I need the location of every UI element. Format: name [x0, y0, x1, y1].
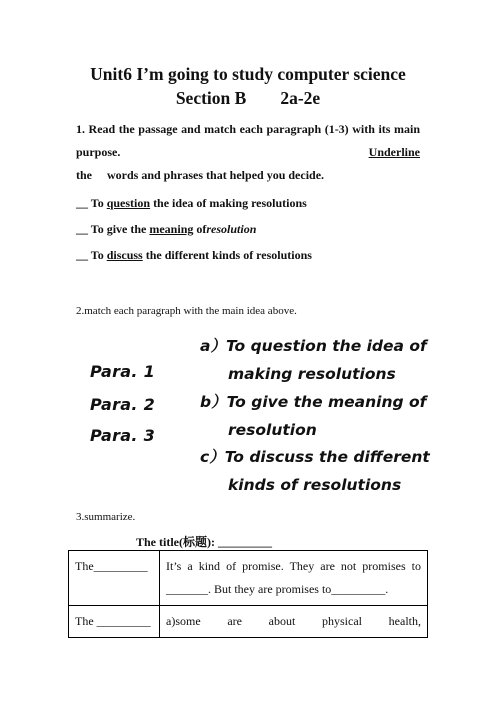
question-2-instruction: 2.match each paragraph with the main idea above. — [76, 305, 297, 317]
option-text: the idea of making resolutions — [153, 196, 307, 210]
question-3-instruction: 3.summarize. — [76, 511, 136, 523]
option-italic-word: resolution — [206, 222, 257, 236]
row-content: It’s a kind of promise. They are not promises to — [166, 559, 421, 573]
option-text: To give the — [90, 222, 147, 236]
q1-rest: the words and phrases that helped you decide. — [76, 168, 325, 182]
q1-option-1 — [76, 196, 307, 211]
q1-underline-word: Underline — [368, 145, 420, 159]
option-keyword: meaning — [149, 222, 194, 236]
idea-line: To discuss the different — [224, 448, 430, 466]
q1-option-3 — [76, 248, 312, 263]
option-text: of — [196, 222, 207, 236]
para-label-3: Para. 3 — [90, 426, 156, 445]
title-blank-label: The title(标题): _________ — [136, 535, 272, 549]
q1-option-2 — [76, 222, 256, 237]
idea-line: resolution — [228, 421, 317, 439]
idea-line: To give the meaning of — [226, 393, 427, 411]
option-text: To — [90, 248, 104, 262]
answer-blank: __ — [76, 248, 88, 262]
q1-prefix: 1. Read the passage and match each paragraph (1-3) with its main purpose. — [76, 122, 420, 159]
idea-line: To question the idea of — [225, 337, 427, 355]
option-keyword: discuss — [106, 248, 143, 262]
summary-table — [68, 550, 428, 638]
row-content: a)some are about physical health, — [166, 614, 421, 628]
option-letter: b） — [200, 393, 227, 411]
main-idea-c — [200, 443, 430, 499]
table-cell — [160, 551, 428, 606]
answer-blank: __ — [76, 222, 88, 236]
row-label: The _________ — [75, 614, 151, 628]
row-content: _______. But they are promises to_________. — [166, 582, 389, 596]
idea-line: making resolutions — [228, 365, 396, 383]
answer-blank: __ — [76, 196, 88, 210]
row-label: The_________ — [75, 559, 148, 573]
table-cell — [69, 606, 160, 638]
para-label-2: Para. 2 — [90, 395, 156, 414]
table-cell — [69, 551, 160, 606]
main-idea-b — [200, 388, 426, 444]
table-cell — [160, 606, 428, 638]
option-letter: a） — [200, 337, 226, 355]
option-keyword: question — [106, 196, 151, 210]
option-text: the different kinds of resolutions — [145, 248, 312, 262]
section-label: Section B — [175, 88, 247, 108]
table-row — [69, 551, 428, 606]
option-text: To — [90, 196, 104, 210]
page-title: Unit6 I’m going to study computer science — [90, 64, 406, 84]
idea-line: kinds of resolutions — [228, 476, 402, 494]
question-1-instruction — [76, 118, 420, 187]
main-idea-a — [200, 332, 427, 388]
table-row — [69, 606, 428, 638]
section-title — [0, 88, 496, 109]
para-label-1: Para. 1 — [90, 362, 156, 381]
section-part: 2a-2e — [280, 88, 321, 108]
option-letter: c） — [200, 448, 225, 466]
